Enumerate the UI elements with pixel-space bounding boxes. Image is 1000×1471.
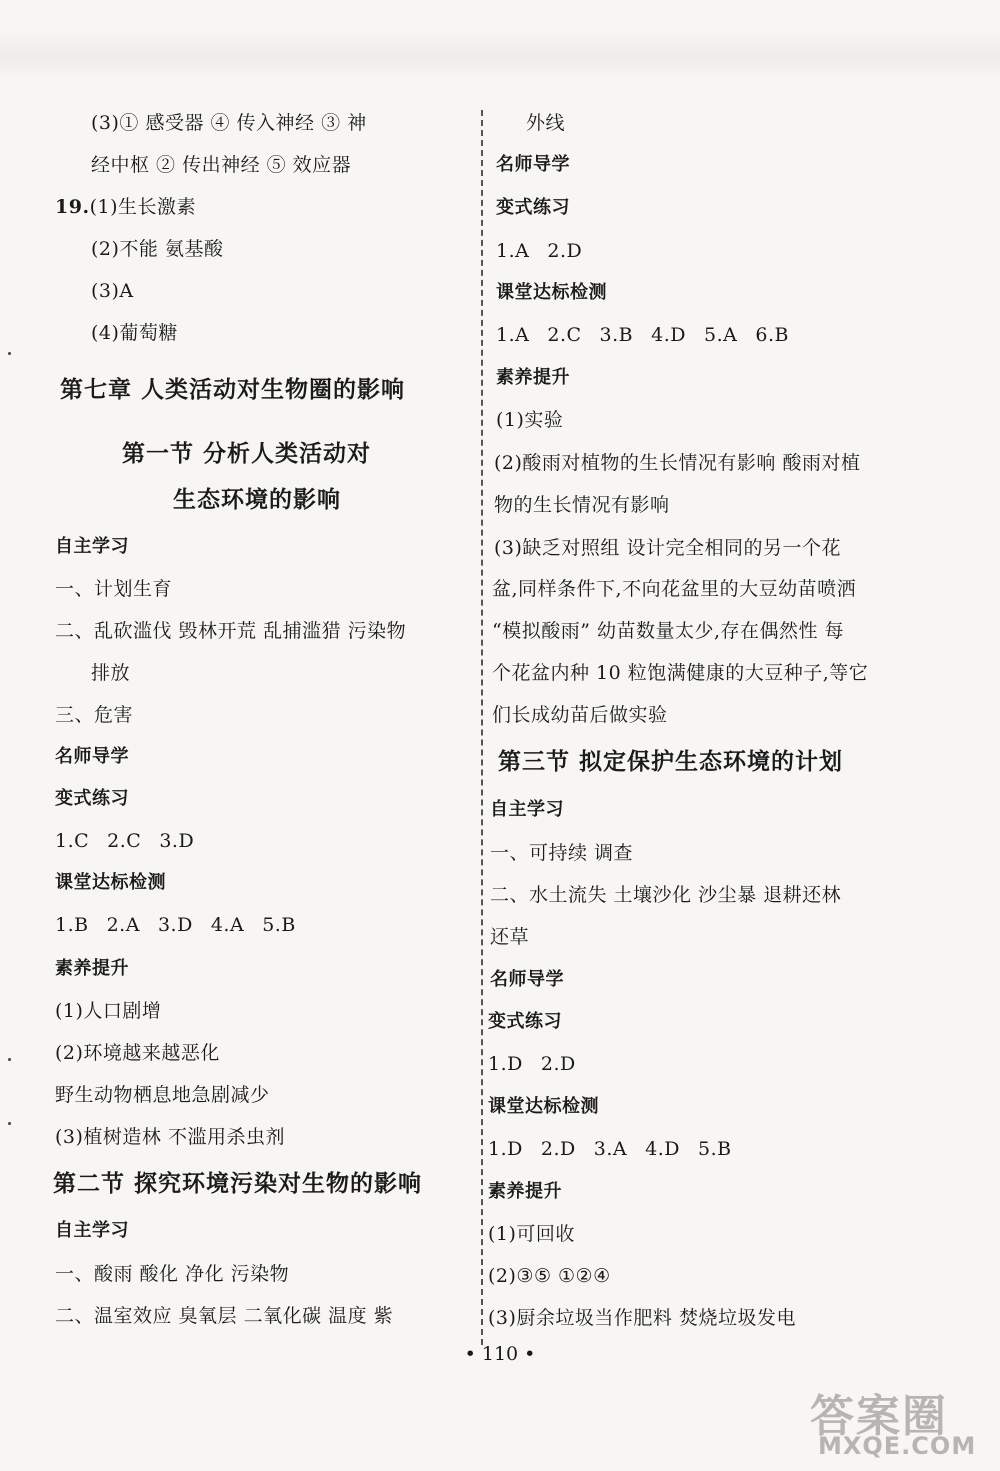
answer-line: 一、计划生育	[55, 578, 173, 600]
answer-line: 排放	[91, 662, 131, 684]
heading-mingshi: 名师导学	[55, 746, 129, 767]
answer-line: 野生动物栖息地急剧减少	[55, 1084, 270, 1106]
heading-ketang: 课堂达标检测	[496, 282, 607, 303]
heading-mingshi: 名师导学	[496, 154, 570, 175]
answer-line: 一、可持续 调查	[490, 842, 634, 864]
answer-line: (4)葡萄糖	[91, 322, 178, 344]
heading-suyang: 素养提升	[488, 1181, 562, 1202]
answer-item: 1.A	[496, 324, 530, 346]
answer-line: (1)实验	[496, 409, 564, 431]
section-title: 第二节 探究环境污染对生物的影响	[53, 1171, 423, 1197]
heading-bianshi: 变式练习	[488, 1011, 562, 1032]
answer-item: 2.D	[547, 240, 583, 262]
answer-line: (2)③⑤ ①②④	[488, 1265, 611, 1287]
answer-line: 二、水土流失 土壤沙化 沙尘暴 退耕还林	[490, 884, 842, 906]
heading-zizhu: 自主学习	[55, 1220, 129, 1241]
answer-line: 二、乱砍滥伐 毁林开荒 乱捕滥猎 污染物	[55, 620, 407, 642]
heading-mingshi: 名师导学	[490, 969, 564, 990]
answer-item: 5.B	[697, 1138, 732, 1160]
answer-line: 二、温室效应 臭氧层 二氧化碳 温度 紫	[55, 1305, 394, 1327]
ketang-answers	[488, 1136, 750, 1162]
answer-item: 2.C	[107, 830, 142, 852]
answer-item: 4.A	[210, 914, 245, 936]
answer-line: 三、危害	[55, 704, 134, 726]
section-title: 第三节 拟定保护生态环境的计划	[498, 749, 844, 775]
answer-item: 2.D	[540, 1138, 576, 1160]
bianshi-answers	[496, 238, 600, 264]
answer-item: 2.A	[106, 914, 140, 936]
answer-item: 1.D	[488, 1053, 523, 1075]
answer-line: 个花盆内种 10 粒饱满健康的大豆种子,等它	[492, 662, 869, 684]
heading-ketang: 课堂达标检测	[488, 1096, 599, 1117]
question-19	[55, 194, 196, 220]
scan-shadow-band	[0, 30, 1000, 80]
answer-line: (3)A	[91, 280, 134, 302]
heading-zizhu: 自主学习	[55, 536, 129, 557]
answer-line: 外线	[526, 112, 566, 134]
answer-text: (1)生长激素	[89, 196, 196, 218]
answer-item: 1.D	[488, 1138, 523, 1160]
answer-line: (3)厨余垃圾当作肥料 焚烧垃圾发电	[488, 1307, 796, 1329]
answer-item: 3.D	[159, 830, 195, 852]
margin-dot	[8, 1058, 11, 1061]
answer-line: (2)酸雨对植物的生长情况有影响 酸雨对植	[494, 452, 861, 474]
answer-line: 经中枢 ② 传出神经 ⑤ 效应器	[91, 154, 352, 176]
answer-line: (3)① 感受器 ④ 传入神经 ③ 神	[91, 112, 367, 134]
answer-item: 3.B	[599, 324, 634, 346]
answer-item: 3.A	[593, 1138, 628, 1160]
answer-line: (2)不能 氨基酸	[91, 238, 224, 260]
answer-item: 5.B	[262, 914, 296, 936]
heading-bianshi: 变式练习	[55, 788, 129, 809]
answer-item: 5.A	[704, 324, 738, 346]
answer-line: 盆,同样条件下,不向花盆里的大豆幼苗喷洒	[492, 578, 857, 600]
answer-item: 4.D	[651, 324, 686, 346]
heading-zizhu: 自主学习	[490, 799, 564, 820]
ketang-answers	[55, 912, 314, 938]
answer-line: “模拟酸雨” 幼苗数量太少,存在偶然性 每	[492, 620, 845, 642]
answer-item: 4.D	[645, 1138, 680, 1160]
bianshi-answers	[488, 1051, 594, 1077]
answer-item: 2.C	[547, 324, 582, 346]
answer-item: 1.C	[55, 830, 90, 852]
margin-dot	[8, 1122, 11, 1125]
answer-line: (3)植树造林 不滥用杀虫剂	[55, 1126, 285, 1148]
section-title-cont: 生态环境的影响	[173, 487, 341, 513]
answer-line: (1)可回收	[488, 1223, 575, 1245]
question-number: 19.	[55, 196, 90, 218]
heading-ketang: 课堂达标检测	[55, 872, 166, 893]
answer-line: 一、酸雨 酸化 净化 污染物	[55, 1263, 290, 1285]
answer-line: 还草	[490, 926, 530, 948]
watermark-text: 答案圈	[810, 1391, 948, 1442]
margin-dot	[8, 352, 11, 355]
answer-item: 6.B	[755, 324, 789, 346]
heading-suyang: 素养提升	[496, 367, 570, 388]
answer-item: 1.B	[55, 914, 89, 936]
watermark-logo	[810, 1380, 995, 1465]
answer-line: (1)人口剧增	[55, 1000, 162, 1022]
heading-bianshi: 变式练习	[496, 197, 570, 218]
answer-line: 们长成幼苗后做实验	[492, 704, 668, 726]
column-divider	[481, 110, 483, 1345]
watermark-url: MXQE.COM	[818, 1432, 977, 1460]
answer-item: 2.D	[540, 1053, 576, 1075]
answer-line: (2)环境越来越恶化	[55, 1042, 220, 1064]
answer-line: (3)缺乏对照组 设计完全相同的另一个花	[494, 537, 841, 559]
answer-item: 3.D	[157, 914, 193, 936]
answer-item: 1.A	[496, 240, 530, 262]
chapter-title: 第七章 人类活动对生物圈的影响	[60, 377, 406, 403]
ketang-answers	[496, 322, 807, 348]
page-number: • 110 •	[464, 1343, 536, 1365]
section-title: 第一节 分析人类活动对	[122, 441, 372, 467]
answer-line: 物的生长情况有影响	[494, 494, 670, 516]
bianshi-answers	[55, 828, 212, 854]
heading-suyang: 素养提升	[55, 958, 129, 979]
